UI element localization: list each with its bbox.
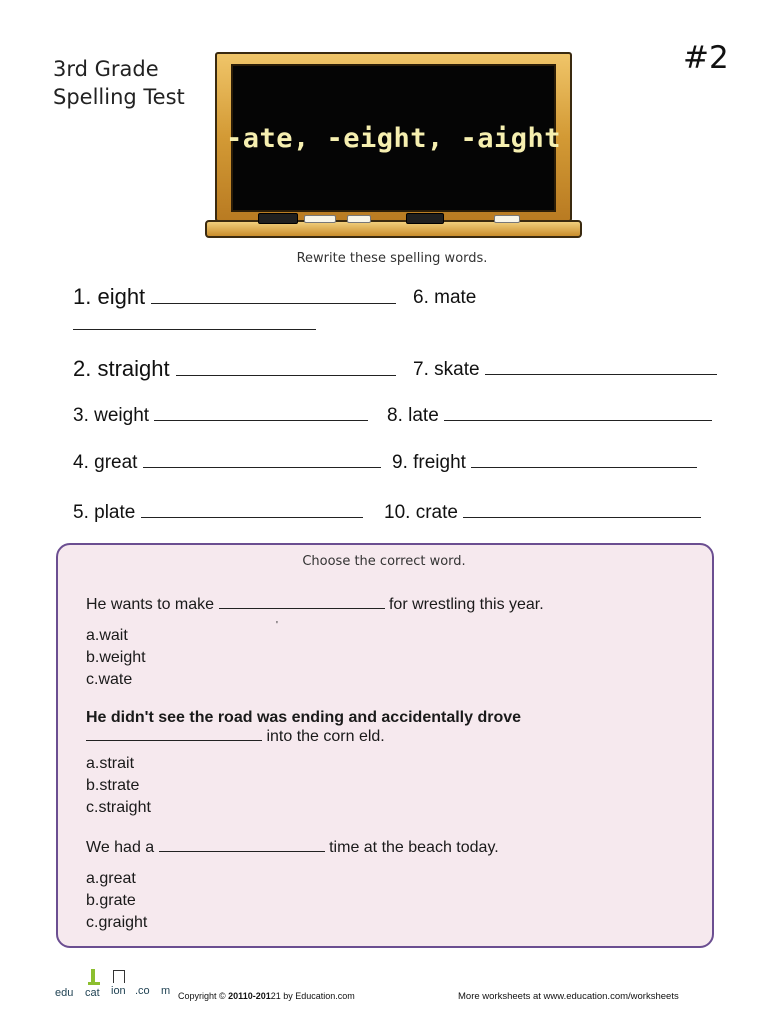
question-text: into the corn eld. (266, 728, 385, 745)
question-3 (86, 839, 499, 857)
copyright-prefix: Copyright © (178, 991, 226, 1001)
logo-figure-icon (113, 970, 125, 983)
chalk-icon (494, 215, 520, 223)
eraser-icon (258, 213, 298, 224)
answer-line[interactable] (176, 374, 396, 376)
title-test: Spelling Test (53, 85, 185, 109)
logo-figure-icon (91, 969, 95, 983)
question-text: He wants to make (86, 596, 215, 613)
answer-blank[interactable] (159, 850, 325, 852)
education-com-logo (55, 968, 175, 1004)
copyright-suffix: 21 by Education.com (270, 991, 355, 1001)
chalk-icon (347, 215, 371, 223)
answer-line[interactable] (151, 302, 396, 304)
spelling-word: 10. crate (384, 502, 458, 523)
stray-mark: ' (276, 620, 278, 631)
logo-part: edu (55, 987, 74, 999)
answer-line[interactable] (73, 329, 316, 330)
question-text: We had a (86, 839, 155, 856)
spelling-word-row (73, 452, 381, 474)
eraser-icon (406, 213, 444, 224)
option[interactable]: c.wate (86, 671, 133, 688)
question-2: He didn't see the road was ending and accidentally drove (86, 709, 522, 726)
spelling-word: 5. plate (73, 502, 136, 523)
answer-line[interactable] (485, 373, 717, 375)
answer-blank[interactable] (219, 607, 385, 609)
spelling-word: 7. skate (413, 359, 480, 380)
title-grade: 3rd Grade (53, 57, 159, 81)
spelling-word: 6. mate (413, 287, 477, 308)
chalkboard-text: -ate, -eight, -aight (225, 122, 562, 154)
spelling-word-row (384, 502, 701, 524)
question-1-options (86, 625, 146, 691)
answer-line[interactable] (141, 516, 363, 518)
option[interactable]: b.grate (86, 892, 136, 909)
spelling-word: 1. eight (73, 284, 146, 309)
question-text: for wrestling this year. (388, 596, 544, 613)
option[interactable]: a.strait (86, 755, 135, 772)
logo-part: .co (135, 985, 150, 997)
logo-part: cat (85, 987, 100, 999)
spelling-word-row (413, 287, 476, 309)
chalkboard (225, 64, 562, 212)
chalk-icon (304, 215, 336, 223)
more-worksheets-link[interactable]: More worksheets at www.education.com/worksheets (458, 991, 679, 1002)
option[interactable]: c.straight (86, 799, 151, 816)
copyright-years: 20110-201 (228, 991, 271, 1001)
logo-part: m (161, 985, 171, 997)
question-2-options (86, 753, 151, 819)
spelling-word: 2. straight (73, 356, 170, 381)
copyright-notice (178, 991, 355, 1001)
option[interactable]: a.wait (86, 627, 128, 644)
option[interactable]: c.graight (86, 914, 148, 931)
answer-line[interactable] (444, 419, 712, 421)
spelling-word-row (73, 356, 396, 382)
answer-blank[interactable] (86, 739, 262, 741)
spelling-word-row (387, 405, 712, 427)
spelling-word-row (392, 452, 697, 474)
logo-part: ion (111, 985, 126, 997)
spelling-word: 3. weight (73, 405, 150, 426)
answer-line[interactable] (471, 466, 697, 468)
spelling-word-row (73, 405, 368, 427)
question-2-continued (86, 728, 385, 746)
spelling-word-row (73, 502, 363, 524)
spelling-word: 8. late (387, 405, 439, 426)
spelling-word: 4. great (73, 452, 138, 473)
worksheet-title (53, 55, 185, 111)
option[interactable]: b.weight (86, 649, 146, 666)
worksheet-number: #2 (683, 40, 729, 76)
option[interactable]: a.great (86, 870, 136, 887)
question-3-options (86, 868, 147, 934)
logo-figure-icon (88, 982, 100, 985)
answer-line[interactable] (143, 466, 381, 468)
question-text: time at the beach today. (329, 839, 499, 856)
quiz-instruction: Choose the correct word. (302, 554, 466, 569)
answer-line[interactable] (463, 516, 701, 518)
spelling-word: 9. freight (392, 452, 466, 473)
rewrite-instruction: Rewrite these spelling words. (296, 251, 488, 266)
option[interactable]: b.strate (86, 777, 140, 794)
spelling-word-row (73, 284, 396, 310)
spelling-word-row (413, 359, 717, 381)
answer-line[interactable] (154, 419, 368, 421)
question-1 (86, 596, 544, 614)
